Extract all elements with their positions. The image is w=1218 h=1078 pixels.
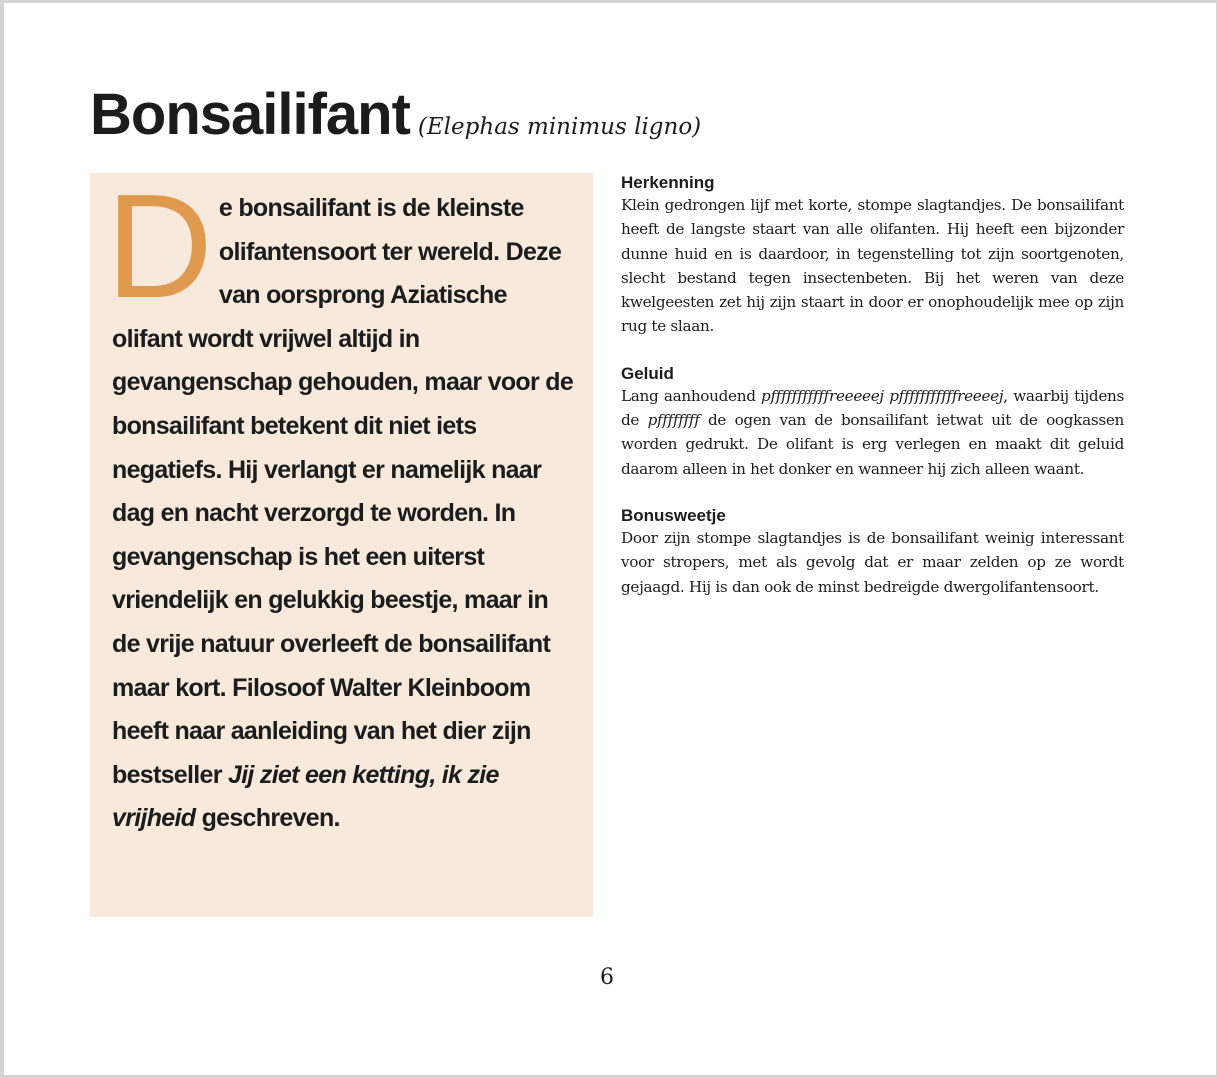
geluid-text-part-3: de ogen van de bonsailifant ietwat uit de oogkassen worden gedrukt. De olifant is erg verlegen en maakt dit geluid daarom alleen in het donker en wanneer hij zich alleen waant.	[621, 411, 1124, 478]
page	[4, 3, 1216, 1075]
intro-text	[106, 164, 575, 841]
section-geluid	[621, 364, 1124, 481]
intro-text-part-1: e bonsailifant is de kleinste olifantensoort ter wereld. Deze van oorsprong Aziatische olifant wordt vrijwel altijd in gevangenschap gehouden, maar voor de bonsailifant betekent dit niet iets negatiefs. Hij verlangt er namelijk naar dag en nacht verzorgd te worden. In gevangenschap is het een uiterst vriendelijk en gelukkig beestje, maar in de vrije natuur overleeft de bonsailifant maar kort. Filosoof Walter Kleinboom heeft naar aanleiding van het dier zijn bestseller	[112, 194, 574, 789]
book-title: Jij ziet een ketting, ik zie vrijheid	[112, 760, 499, 833]
intro-box	[90, 164, 593, 917]
geluid-text-part-2: , waarbij tijdens de	[621, 386, 1125, 430]
page-title: Bonsailifant	[90, 82, 410, 147]
section-heading: Herkenning	[621, 173, 715, 192]
sound-text: pfffffffffffreeeeej pfffffffffffreeeej	[761, 386, 1004, 405]
intro-text-part-2: geschreven.	[195, 804, 340, 833]
section-body: Klein gedrongen lijf met korte, stompe slagtandjes. De bonsailifant heeft de langste staart van alle olifanten. Hij heeft een bijzonder dunne huid en is daardoor, in tegenstelling tot zijn soortgenoten, slecht bestand tegen insectenbeten. Bij het weren van deze kwelgeesten zet hij zijn staart in door er onophoudelijk mee op zijn rug te slaan.	[621, 196, 1124, 336]
section-heading: Bonusweetje	[621, 505, 726, 525]
section-heading: Geluid	[621, 363, 674, 383]
section-body	[621, 384, 1124, 481]
section-herkenning	[621, 173, 1124, 339]
geluid-text-part-1: Lang aanhoudend	[621, 386, 762, 405]
title-row	[90, 81, 701, 148]
sound-text-short: pffffffff	[647, 411, 700, 430]
section-body: Door zijn stompe slagtandjes is de bonsailifant weinig interessant voor stropers, met als gevolg dat er maar zelden op ze wordt gejaagd. Hij is dan ook de minst bedreigde dwergolifantensoort.	[621, 528, 1124, 596]
latin-name: (Elephas minimus ligno)	[417, 114, 702, 140]
page-number: 6	[600, 965, 614, 990]
dropcap: D	[106, 164, 213, 329]
section-bonusweetje	[621, 506, 1124, 599]
right-column	[621, 173, 1124, 624]
